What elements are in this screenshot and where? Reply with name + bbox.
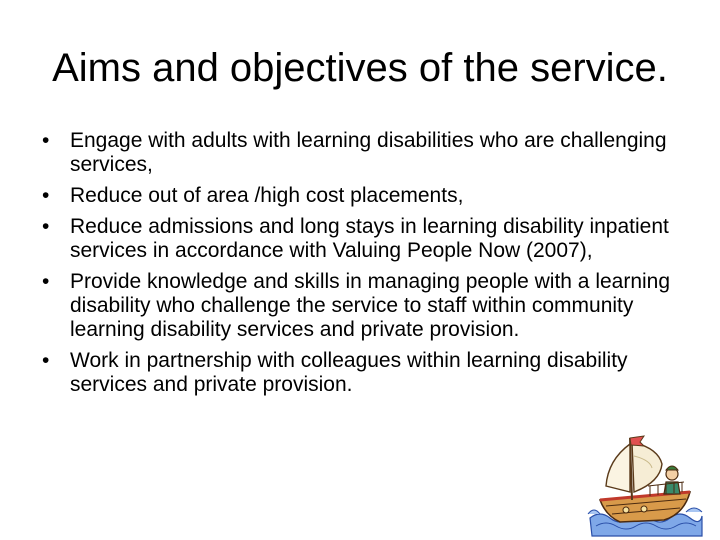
bullet-text: Reduce out of area /high cost placements, (70, 184, 464, 207)
bullet-text: Provide knowledge and skills in managing people with a learning disability who challenge the service to staff within community learning disability services and private provision. (70, 270, 671, 341)
bullet-item (42, 215, 682, 263)
bullet-dot: • (42, 184, 50, 207)
bullet-text: Work in partnership with colleagues within learning disability services and private provision. (70, 349, 628, 396)
bullet-list (42, 129, 682, 404)
bullet-item (42, 184, 682, 208)
bullet-item (42, 270, 682, 342)
bullet-dot: • (42, 215, 50, 238)
slide-title: Aims and objectives of the service. (52, 46, 668, 90)
sailboat-clipart-icon (586, 434, 704, 538)
bullet-item (42, 129, 682, 177)
bullet-dot: • (42, 129, 50, 152)
bullet-dot: • (42, 349, 50, 372)
bullet-item (42, 349, 682, 397)
bullet-dot: • (42, 270, 50, 293)
bullet-text: Reduce admissions and long stays in learning disability inpatient services in accordance with Valuing People Now (2007), (70, 215, 669, 262)
bullet-text: Engage with adults with learning disabilities who are challenging services, (70, 129, 667, 176)
